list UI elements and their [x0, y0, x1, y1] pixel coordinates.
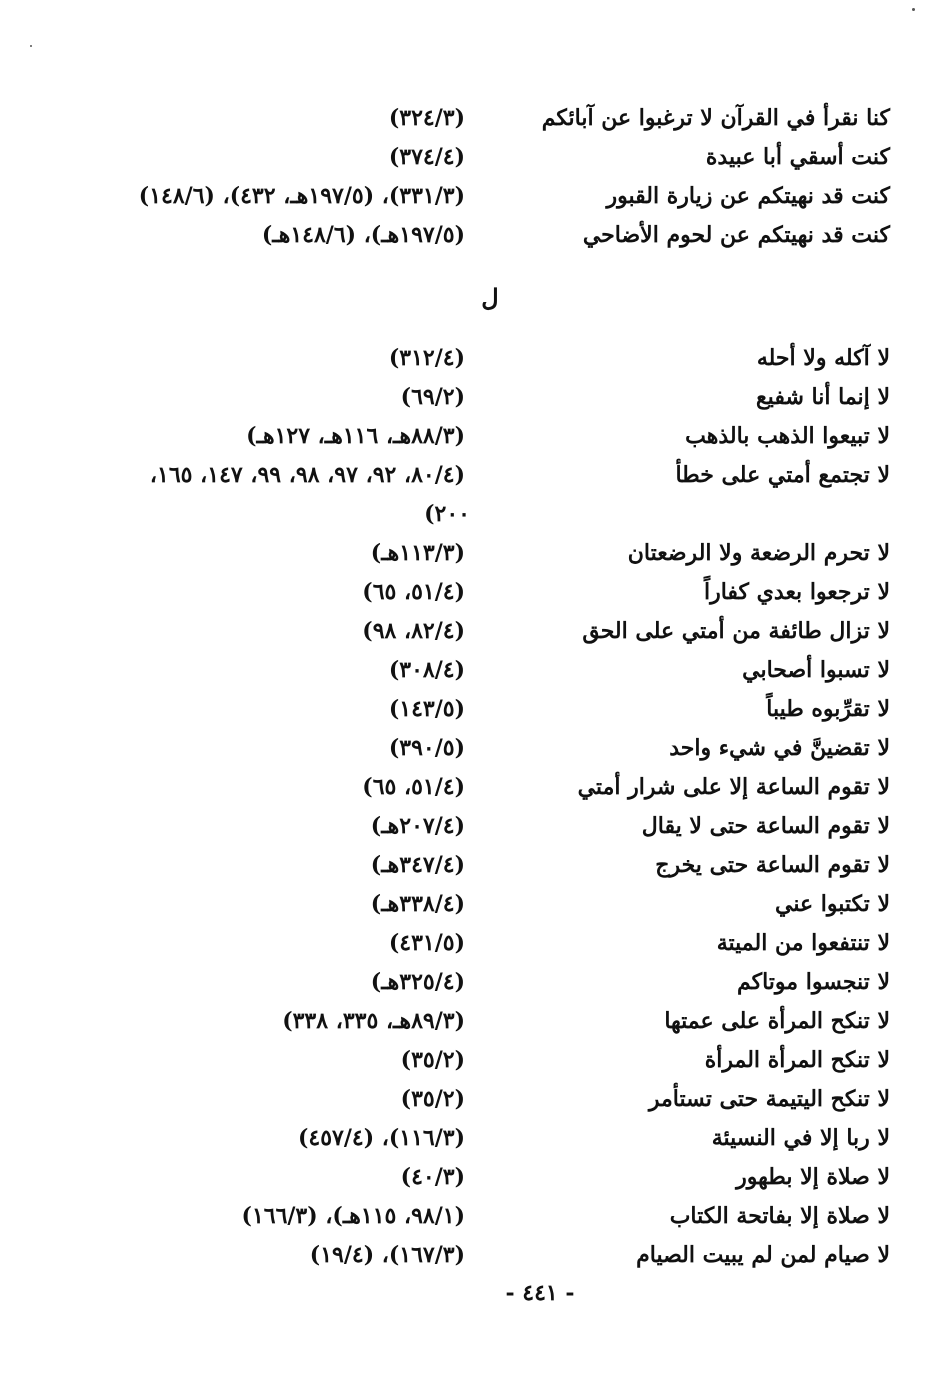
index-entry	[60, 178, 890, 214]
volume-page-reference: (٣١٢/٤)	[388, 345, 465, 371]
index-entry	[60, 379, 890, 415]
index-entry	[60, 340, 890, 376]
hadith-text: كنت قد نهيتكم عن لحوم الأضاحي	[582, 222, 890, 248]
index-entry	[60, 1198, 890, 1234]
index-entry	[60, 535, 890, 571]
hadith-text: لا تبيعوا الذهب بالذهب	[685, 423, 890, 449]
hadith-text: لا تقوم الساعة حتى لا يقال	[641, 813, 890, 839]
volume-page-reference: (٣٣١/٣)، (١٩٧/٥هـ، ٤٣٢)، (١٤٨/٦)	[138, 183, 465, 209]
hadith-text: لا إنما أنا شفيع	[755, 384, 890, 410]
index-entry	[60, 1120, 890, 1156]
hadith-text: لا تسبوا أصحابي	[742, 657, 890, 683]
hadith-text: لا تقوم الساعة إلا على شرار أمتي	[577, 774, 890, 800]
volume-page-reference: (٨٢/٤، ٩٨)	[362, 618, 465, 644]
hadith-text: لا ربا إلا في النسيئة	[711, 1125, 890, 1151]
hadith-text: كنا نقرأ في القرآن لا ترغبوا عن آبائكم	[541, 105, 890, 131]
index-entry	[60, 1081, 890, 1117]
index-entry	[60, 457, 890, 493]
volume-page-reference: (٣٩٠/٥)	[388, 735, 465, 761]
hadith-text: كنت قد نهيتكم عن زيارة القبور	[606, 183, 890, 209]
hadith-text: لا تنكح المرأة على عمتها	[664, 1008, 890, 1034]
index-entry	[60, 769, 890, 805]
hadith-text: لا ترجعوا بعدي كفاراً	[703, 579, 890, 605]
hadith-text: لا صلاة إلا بفاتحة الكتاب	[669, 1203, 890, 1229]
volume-page-reference: (١١٣/٣هـ)	[370, 540, 465, 566]
volume-page-reference: (١٩٧/٥هـ)، (١٤٨/٦هـ)	[261, 222, 465, 248]
index-entry	[60, 847, 890, 883]
index-entry	[60, 730, 890, 766]
index-entry	[60, 652, 890, 688]
index-entry	[60, 217, 890, 253]
index-entry	[60, 1003, 890, 1039]
hadith-text: لا تجتمع أمتي على خطأ	[675, 462, 890, 488]
volume-page-reference: (٣٢٤/٣)	[388, 105, 465, 131]
page-number: - ٤٤١ -	[505, 1280, 575, 1306]
hadith-text: لا تنكح المرأة المرأة	[704, 1047, 890, 1073]
volume-page-reference: (١٤٣/٥)	[388, 696, 465, 722]
index-entry	[60, 1042, 890, 1078]
index-entry	[60, 964, 890, 1000]
index-entry	[60, 1237, 890, 1273]
index-entry	[60, 1159, 890, 1195]
volume-page-reference: (٣٥/٢)	[400, 1086, 465, 1112]
volume-page-reference: (٣٣٨/٤هـ)	[370, 891, 465, 917]
index-entry	[60, 808, 890, 844]
index-entry	[60, 691, 890, 727]
hadith-text: لا تقرِّبوه طيباً	[766, 696, 890, 722]
volume-page-reference: (٣٤٧/٤هـ)	[370, 852, 465, 878]
volume-page-reference: (١٦٧/٣)، (١٩/٤)	[309, 1242, 465, 1268]
index-entry	[60, 418, 890, 454]
volume-page-reference: (٣٢٥/٤هـ)	[370, 969, 465, 995]
index-entry	[60, 574, 890, 610]
index-entry	[60, 613, 890, 649]
hadith-text: لا تنجسوا موتاكم	[736, 969, 890, 995]
section-heading-letter: ل	[481, 283, 499, 312]
volume-page-reference: (٣٥/٢)	[400, 1047, 465, 1073]
scan-speck	[912, 8, 915, 11]
volume-page-reference: (٦٩/٢)	[400, 384, 465, 410]
index-entry	[60, 886, 890, 922]
volume-page-reference: (٥١/٤، ٦٥)	[362, 774, 465, 800]
hadith-text: لا تقضينَّ في شيء واحد	[669, 735, 890, 761]
volume-page-reference: (٣٧٤/٤)	[388, 144, 465, 170]
volume-page-reference: (٤٠/٣)	[400, 1164, 465, 1190]
hadith-text: لا تقوم الساعة حتى يخرج	[655, 852, 890, 878]
index-entry	[60, 139, 890, 175]
hadith-text: لا تنتفعوا من الميتة	[716, 930, 890, 956]
volume-page-reference: (٣٠٨/٤)	[388, 657, 465, 683]
volume-page-reference: (١١٦/٣)، (٤٥٧/٤)	[297, 1125, 465, 1151]
hadith-text: كنت أسقي أبا عبيدة	[705, 144, 890, 170]
index-entry	[60, 100, 890, 136]
volume-page-reference: (٢٠٧/٤هـ)	[370, 813, 465, 839]
hadith-text: لا تحرم الرضعة ولا الرضعتان	[627, 540, 890, 566]
volume-page-reference: (٤٣١/٥)	[388, 930, 465, 956]
hadith-text: لا صلاة إلا بطهور	[736, 1164, 890, 1190]
hadith-text: لا تنكح اليتيمة حتى تستأمر	[648, 1086, 890, 1112]
hadith-text: لا آكله ولا أحله	[756, 345, 890, 371]
volume-page-reference: (٨٩/٣هـ، ٣٣٥، ٣٣٨)	[282, 1008, 465, 1034]
volume-page-reference: (٩٨/١، ١١٥هـ)، (١٦٦/٣)	[241, 1203, 465, 1229]
volume-page-reference: (٨٠/٤، ٩٢، ٩٧، ٩٨، ٩٩، ١٤٧، ١٦٥،	[149, 462, 465, 488]
scan-speck	[30, 45, 32, 47]
hadith-text: لا تكتبوا عني	[775, 891, 890, 917]
hadith-text: لا صيام لمن لم يبيت الصيام	[636, 1242, 890, 1268]
hadith-text: لا تزال طائفة من أمتي على الحق	[582, 618, 890, 644]
index-entry	[60, 925, 890, 961]
volume-page-reference: (٥١/٤، ٦٥)	[362, 579, 465, 605]
volume-page-reference: (٨٨/٣هـ، ١١٦هـ، ١٢٧هـ)	[246, 423, 465, 449]
reference-continuation: ٢٠٠)	[424, 501, 470, 527]
